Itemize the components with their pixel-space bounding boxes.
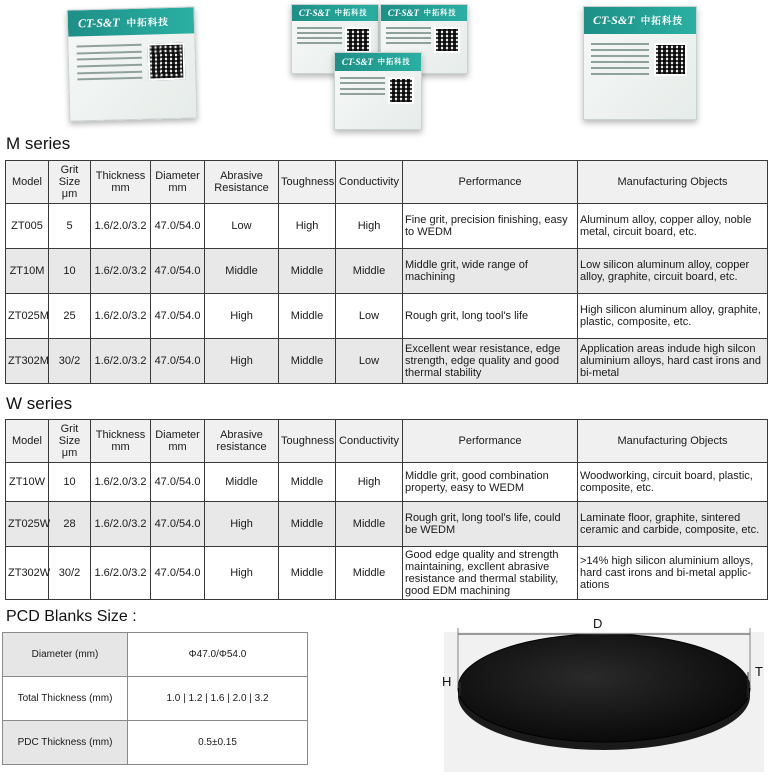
table-header-row <box>6 161 768 204</box>
header-model: Model <box>6 420 49 463</box>
cell-manufacturing: Aluminum alloy, copper alloy, noble metal, circuit board, etc. <box>578 204 768 249</box>
cell-conductivity: Middle <box>336 547 403 600</box>
w-series-table <box>5 419 768 600</box>
cell-thickness: 1.6/2.0/3.2 <box>91 502 151 547</box>
cell-performance: Excellent wear resistance, edge strength, edge quality and good thermal stability <box>403 339 578 384</box>
cell-thickness: 1.6/2.0/3.2 <box>91 463 151 502</box>
cell-diameter: 47.0/54.0 <box>151 547 205 600</box>
qr-code-icon <box>434 27 460 53</box>
disc-illustration <box>430 612 775 777</box>
header-performance: Performance <box>403 161 578 204</box>
cell-conductivity: Low <box>336 294 403 339</box>
cell-performance: Good edge quality and strength maintaining, excllent abrasive resistance and thermal stability, good EDM machining <box>403 547 578 600</box>
product-label-image-back-right: CT-S&T 中拓科技 <box>380 4 468 74</box>
table-row <box>6 339 768 384</box>
cell-grit: 30/2 <box>49 339 91 384</box>
table-header-row <box>6 420 768 463</box>
cell-conductivity: Low <box>336 339 403 384</box>
m-series-table <box>5 160 768 384</box>
cell-model: ZT025W <box>6 502 49 547</box>
qr-code-icon <box>345 27 371 53</box>
header-toughness: Toughness <box>279 420 336 463</box>
dimension-label-d: D <box>593 616 603 631</box>
cell-abrasive: High <box>205 294 279 339</box>
cell-abrasive: Middle <box>205 249 279 294</box>
cell-toughness: Middle <box>279 294 336 339</box>
cell-toughness: Middle <box>279 463 336 502</box>
cell-model: ZT005 <box>6 204 49 249</box>
blank-value-pdc-thickness: 0.5±0.15 <box>128 721 308 765</box>
header-conductivity: Conductivity <box>336 161 403 204</box>
cell-grit: 10 <box>49 463 91 502</box>
cell-manufacturing: Laminate floor, graphite, sintered ceramic and carbide, composite, etc. <box>578 502 768 547</box>
cell-grit: 5 <box>49 204 91 249</box>
cell-performance: Rough grit, long tool's life <box>403 294 578 339</box>
header-toughness: Toughness <box>279 161 336 204</box>
dimension-label-t: T <box>755 664 763 679</box>
cell-grit: 10 <box>49 249 91 294</box>
cell-toughness: Middle <box>279 249 336 294</box>
table-row <box>6 463 768 502</box>
cell-toughness: Middle <box>279 502 336 547</box>
cell-diameter: 47.0/54.0 <box>151 339 205 384</box>
header-model: Model <box>6 161 49 204</box>
cell-abrasive: High <box>205 339 279 384</box>
table-row <box>3 677 308 721</box>
blank-label-pdc-thickness: PDC Thickness (mm) <box>3 721 128 765</box>
cell-model: ZT025M <box>6 294 49 339</box>
product-label-image-right: CT-S&T 中拓科技 <box>583 6 697 120</box>
cell-grit: 30/2 <box>49 547 91 600</box>
qr-code-icon <box>388 77 414 103</box>
pcd-blanks-title: PCD Blanks Size : <box>6 608 137 625</box>
table-row <box>6 294 768 339</box>
header-diameter: Diameter mm <box>151 420 205 463</box>
header-conductivity: Conductivity <box>336 420 403 463</box>
cell-performance: Middle grit, good combination property, easy to WEDM <box>403 463 578 502</box>
cell-thickness: 1.6/2.0/3.2 <box>91 339 151 384</box>
cell-thickness: 1.6/2.0/3.2 <box>91 204 151 249</box>
header-manufacturing-objects: Manufacturing Objects <box>578 161 768 204</box>
blank-label-diameter: Diameter (mm) <box>3 633 128 677</box>
cell-toughness: Middle <box>279 547 336 600</box>
disc-top <box>458 634 750 742</box>
table-row <box>6 204 768 249</box>
m-series-title: M series <box>6 134 71 153</box>
header-manufacturing-objects: Manufacturing Objects <box>578 420 768 463</box>
product-label-image-left: CT-S&T 中拓科技 <box>67 6 198 121</box>
cell-diameter: 47.0/54.0 <box>151 463 205 502</box>
blank-value-diameter: Φ47.0/Φ54.0 <box>128 633 308 677</box>
cell-manufacturing: Woodworking, circuit board, plastic, composite, etc. <box>578 463 768 502</box>
header-grit-size: Grit Size μm <box>49 161 91 204</box>
cell-diameter: 47.0/54.0 <box>151 204 205 249</box>
table-row <box>6 249 768 294</box>
cell-abrasive: Low <box>205 204 279 249</box>
cell-manufacturing: Low silicon aluminum alloy, copper alloy, graphite, circuit board, etc. <box>578 249 768 294</box>
header-abrasive-resistance: Abrasive resistance <box>205 420 279 463</box>
cell-thickness: 1.6/2.0/3.2 <box>91 547 151 600</box>
w-series-title: W series <box>6 394 73 413</box>
cell-model: ZT302M <box>6 339 49 384</box>
product-label-image-front: CT-S&T 中拓科技 <box>334 52 422 130</box>
cell-grit: 28 <box>49 502 91 547</box>
header-grit-size: Grit Size μm <box>49 420 91 463</box>
cell-diameter: 47.0/54.0 <box>151 502 205 547</box>
header-thickness: Thickness mm <box>91 420 151 463</box>
cell-diameter: 47.0/54.0 <box>151 294 205 339</box>
header-abrasive-resistance: Abrasive Resistance <box>205 161 279 204</box>
cell-abrasive: High <box>205 502 279 547</box>
cell-conductivity: Middle <box>336 249 403 294</box>
cell-conductivity: High <box>336 204 403 249</box>
table-row <box>6 547 768 600</box>
header-performance: Performance <box>403 420 578 463</box>
product-label-image-back-left: CT-S&T 中拓科技 <box>291 4 379 74</box>
cell-abrasive: High <box>205 547 279 600</box>
cell-abrasive: Middle <box>205 463 279 502</box>
cell-diameter: 47.0/54.0 <box>151 249 205 294</box>
cell-performance: Fine grit, precision finishing, easy to WEDM <box>403 204 578 249</box>
cell-thickness: 1.6/2.0/3.2 <box>91 294 151 339</box>
cell-model: ZT10W <box>6 463 49 502</box>
cell-conductivity: High <box>336 463 403 502</box>
table-row <box>3 633 308 677</box>
qr-code-icon <box>148 43 186 81</box>
table-row <box>6 502 768 547</box>
cell-model: ZT302W <box>6 547 49 600</box>
cell-toughness: High <box>279 204 336 249</box>
cell-grit: 25 <box>49 294 91 339</box>
qr-code-icon <box>654 43 687 76</box>
table-row <box>3 721 308 765</box>
cell-manufacturing: >14% high silicon aluminium alloys, hard cast irons and bi-metal applic- ations <box>578 547 768 600</box>
blank-label-total-thickness: Total Thickness (mm) <box>3 677 128 721</box>
dimension-label-h: H <box>442 674 452 689</box>
cell-conductivity: Middle <box>336 502 403 547</box>
cell-manufacturing: High silicon aluminum alloy, graphite, plastic, composite, etc. <box>578 294 768 339</box>
header-thickness: Thickness mm <box>91 161 151 204</box>
cell-performance: Middle grit, wide range of machining <box>403 249 578 294</box>
cell-thickness: 1.6/2.0/3.2 <box>91 249 151 294</box>
blank-value-total-thickness: 1.0 | 1.2 | 1.6 | 2.0 | 3.2 <box>128 677 308 721</box>
cell-performance: Rough grit, long tool's life, could be WEDM <box>403 502 578 547</box>
cell-toughness: Middle <box>279 339 336 384</box>
pcd-disc-diagram <box>430 612 775 777</box>
pcd-blanks-table <box>2 632 308 765</box>
cell-model: ZT10M <box>6 249 49 294</box>
header-diameter: Diameter mm <box>151 161 205 204</box>
cell-manufacturing: Application areas indude high silcon aluminium alloys, hard cast irons and bi-metal <box>578 339 768 384</box>
